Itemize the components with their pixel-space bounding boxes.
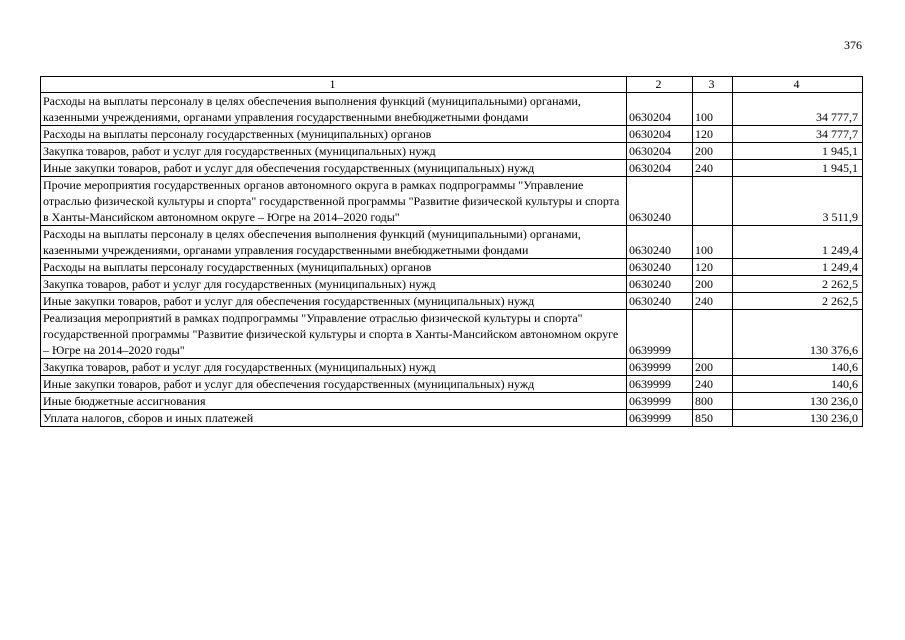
row-expense-type: [693, 310, 733, 359]
table-row: [41, 276, 863, 293]
row-amount: 140,6: [733, 359, 863, 376]
page-number: 376: [844, 38, 862, 52]
row-amount: 34 777,7: [733, 126, 863, 143]
header-col-3: 3: [693, 77, 733, 93]
row-expense-type: 100: [693, 93, 733, 126]
row-name: Закупка товаров, работ и услуг для государственных (муниципальных) нужд: [41, 276, 627, 293]
row-amount: 140,6: [733, 376, 863, 393]
row-amount: 2 262,5: [733, 276, 863, 293]
row-expense-type: 240: [693, 376, 733, 393]
table-row: [41, 177, 863, 226]
row-name: Реализация мероприятий в рамках подпрограммы "Управление отраслью физической культуры и спорта" государственной программы "Развитие физической культуры и спорта в Ханты-Мансийском автономном округе – Югре на 2014–2020 годы": [41, 310, 627, 359]
row-name: Прочие мероприятия государственных органов автономного округа в рамках подпрограммы "Управление отраслью физической культуры и спорта" государственной программы "Развитие физической культуры и спорта в Ханты-Мансийском автономном округе – Югре на 2014–2020 годы": [41, 177, 627, 226]
row-expense-type: 240: [693, 160, 733, 177]
row-code: 0630204: [627, 143, 693, 160]
row-amount: 130 376,6: [733, 310, 863, 359]
table-row: [41, 93, 863, 126]
row-amount: 2 262,5: [733, 293, 863, 310]
row-name: Иные закупки товаров, работ и услуг для обеспечения государственных (муниципальных) нужд: [41, 160, 627, 177]
row-expense-type: 800: [693, 393, 733, 410]
row-name: Иные закупки товаров, работ и услуг для обеспечения государственных (муниципальных) нужд: [41, 293, 627, 310]
row-code: 0639999: [627, 410, 693, 427]
row-name: Расходы на выплаты персоналу в целях обеспечения выполнения функций (муниципальными) органами, казенными учреждениями, органами управления государственными внебюджетными фондами: [41, 93, 627, 126]
row-code: 0630204: [627, 126, 693, 143]
row-code: 0630240: [627, 177, 693, 226]
header-col-1: 1: [41, 77, 627, 93]
row-expense-type: 120: [693, 259, 733, 276]
row-name: Иные бюджетные ассигнования: [41, 393, 627, 410]
budget-table: [40, 76, 863, 427]
row-code: 0639999: [627, 393, 693, 410]
table-header-row: [41, 77, 863, 93]
header-col-4: 4: [733, 77, 863, 93]
table-row: [41, 143, 863, 160]
row-amount: 130 236,0: [733, 410, 863, 427]
row-amount: 1 249,4: [733, 226, 863, 259]
table-row: [41, 226, 863, 259]
row-code: 0630240: [627, 226, 693, 259]
row-code: 0639999: [627, 376, 693, 393]
row-name: Расходы на выплаты персоналу государственных (муниципальных) органов: [41, 259, 627, 276]
row-code: 0630204: [627, 93, 693, 126]
row-expense-type: [693, 177, 733, 226]
table-row: [41, 160, 863, 177]
table-row: [41, 310, 863, 359]
row-amount: 1 945,1: [733, 143, 863, 160]
table-row: [41, 359, 863, 376]
row-expense-type: 200: [693, 143, 733, 160]
row-name: Иные закупки товаров, работ и услуг для обеспечения государственных (муниципальных) нужд: [41, 376, 627, 393]
table-row: [41, 376, 863, 393]
row-expense-type: 240: [693, 293, 733, 310]
row-code: 0630240: [627, 293, 693, 310]
row-code: 0630240: [627, 276, 693, 293]
row-code: 0630240: [627, 259, 693, 276]
row-code: 0630204: [627, 160, 693, 177]
row-expense-type: 120: [693, 126, 733, 143]
row-expense-type: 200: [693, 359, 733, 376]
row-expense-type: 850: [693, 410, 733, 427]
row-expense-type: 200: [693, 276, 733, 293]
row-amount: 3 511,9: [733, 177, 863, 226]
row-expense-type: 100: [693, 226, 733, 259]
row-amount: 34 777,7: [733, 93, 863, 126]
table-row: [41, 126, 863, 143]
row-name: Закупка товаров, работ и услуг для государственных (муниципальных) нужд: [41, 359, 627, 376]
table-row: [41, 393, 863, 410]
row-code: 0639999: [627, 359, 693, 376]
row-name: Уплата налогов, сборов и иных платежей: [41, 410, 627, 427]
row-name: Закупка товаров, работ и услуг для государственных (муниципальных) нужд: [41, 143, 627, 160]
row-amount: 130 236,0: [733, 393, 863, 410]
header-col-2: 2: [627, 77, 693, 93]
row-name: Расходы на выплаты персоналу в целях обеспечения выполнения функций (муниципальными) органами, казенными учреждениями, органами управления государственными внебюджетными фондами: [41, 226, 627, 259]
row-amount: 1 945,1: [733, 160, 863, 177]
row-amount: 1 249,4: [733, 259, 863, 276]
row-code: 0639999: [627, 310, 693, 359]
row-name: Расходы на выплаты персоналу государственных (муниципальных) органов: [41, 126, 627, 143]
table-row: [41, 259, 863, 276]
table-row: [41, 293, 863, 310]
table-row: [41, 410, 863, 427]
table-body: [41, 93, 863, 427]
